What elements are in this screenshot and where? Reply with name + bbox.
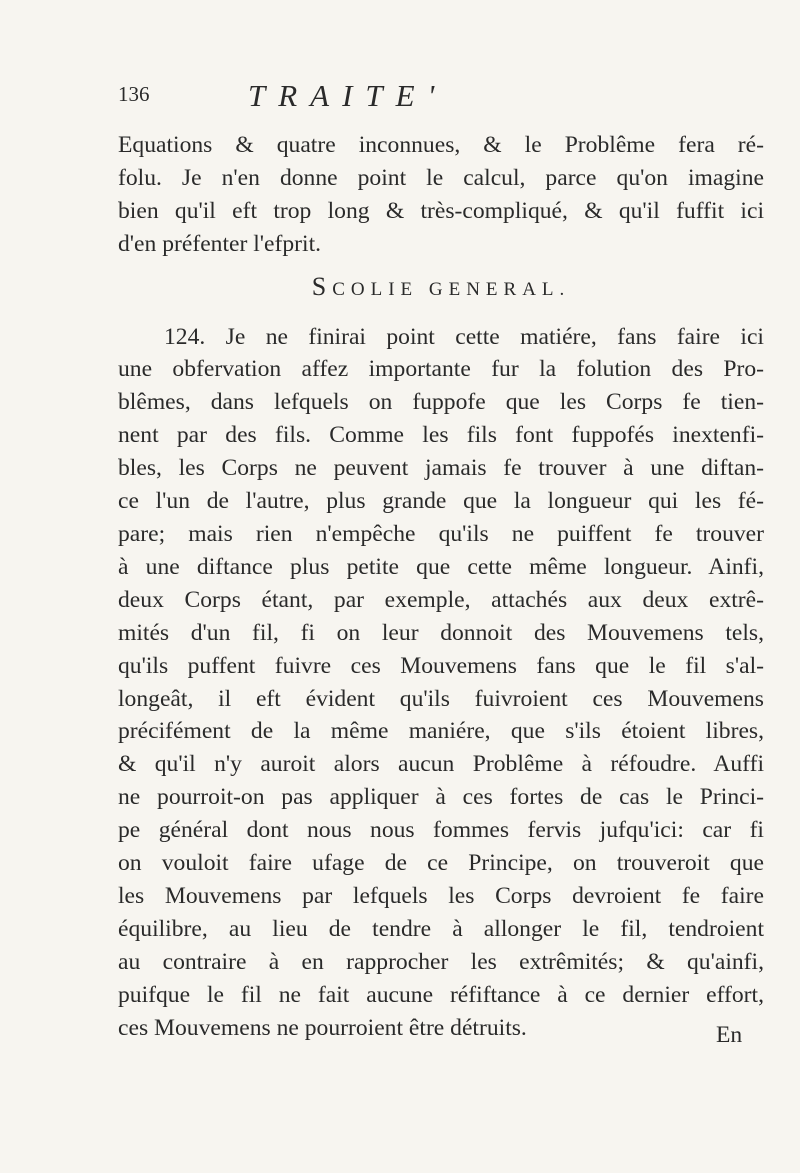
text-line: d'en préfenter l'efprit. xyxy=(118,230,322,257)
text-line: qu'ils puffent fuivre ces Mouvemens fans que le fil s'al- xyxy=(118,652,764,679)
text-line: ces Mouvemens ne pourroient être détruits. xyxy=(118,1014,527,1041)
page-number: 136 xyxy=(118,82,150,106)
text-line: bien qu'il eft trop long & très-compliqué, & qu'il fuffit ici xyxy=(118,197,764,224)
page-header xyxy=(118,78,758,118)
text-line: précifément de la même maniére, que s'ils étoient libres, xyxy=(118,718,764,745)
text-line: Equations & quatre inconnues, & le Problême fera ré- xyxy=(118,132,764,158)
text-line: au contraire à en rapprocher les extrêmités; & qu'ainfi, xyxy=(118,948,764,975)
text-line: pe général dont nous nous fommes fervis jufqu'ici: car fi xyxy=(118,817,764,844)
text-line: on vouloit faire ufage de ce Principe, on trouveroit que xyxy=(118,850,764,877)
text-line: ne pourroit-on pas appliquer à ces fortes de cas le Princi- xyxy=(118,784,764,811)
section-heading-initial: S xyxy=(311,271,333,301)
text-line: équilibre, au lieu de tendre à allonger le fil, tendroient xyxy=(118,915,764,942)
text-line: les Mouvemens par lefquels les Corps devroient fe faire xyxy=(118,882,764,909)
catchword: En xyxy=(716,1022,743,1048)
running-title: TRAITE' xyxy=(248,78,448,113)
text-line: & qu'il n'y auroit alors aucun Problême à réfoudre. Auffi xyxy=(118,751,764,778)
body-text xyxy=(118,129,764,1044)
section-heading-text: COLIE GENERAL. xyxy=(332,278,571,300)
text-line: deux Corps étant, par exemple, attachés aux deux extrê- xyxy=(118,586,764,613)
text-line: nent par des fils. Comme les fils font fuppofés inextenfi- xyxy=(118,422,764,449)
text-line: folu. Je n'en donne point le calcul, parce qu'on imagine xyxy=(118,164,764,191)
text-line: 124. Je ne finirai point cette matiére, fans faire ici xyxy=(164,323,764,350)
paragraph-1 xyxy=(118,129,764,261)
paragraph-2 xyxy=(118,321,764,1045)
text-line: mités d'un fil, fi on leur donnoit des Mouvemens tels, xyxy=(118,619,764,646)
text-line: à une diftance plus petite que cette même longueur. Ainfi, xyxy=(118,553,764,580)
text-line: ce l'un de l'autre, plus grande que la longueur qui les fé- xyxy=(118,488,764,515)
text-line: pare; mais rien n'empêche qu'ils ne puiffent fe trouver xyxy=(118,520,764,547)
text-line: puifque le fil ne fait aucune réfiftance à ce dernier effort, xyxy=(118,981,764,1008)
text-line: blêmes, dans lefquels on fuppofe que les Corps fe tien- xyxy=(118,389,764,416)
text-line: une obfervation affez importante fur la folution des Pro- xyxy=(118,356,764,383)
section-heading xyxy=(118,271,764,307)
text-line: longeât, il eft évident qu'ils fuivroient ces Mouvemens xyxy=(118,685,764,712)
text-line: bles, les Corps ne peuvent jamais fe trouver à une diftan- xyxy=(118,455,764,482)
